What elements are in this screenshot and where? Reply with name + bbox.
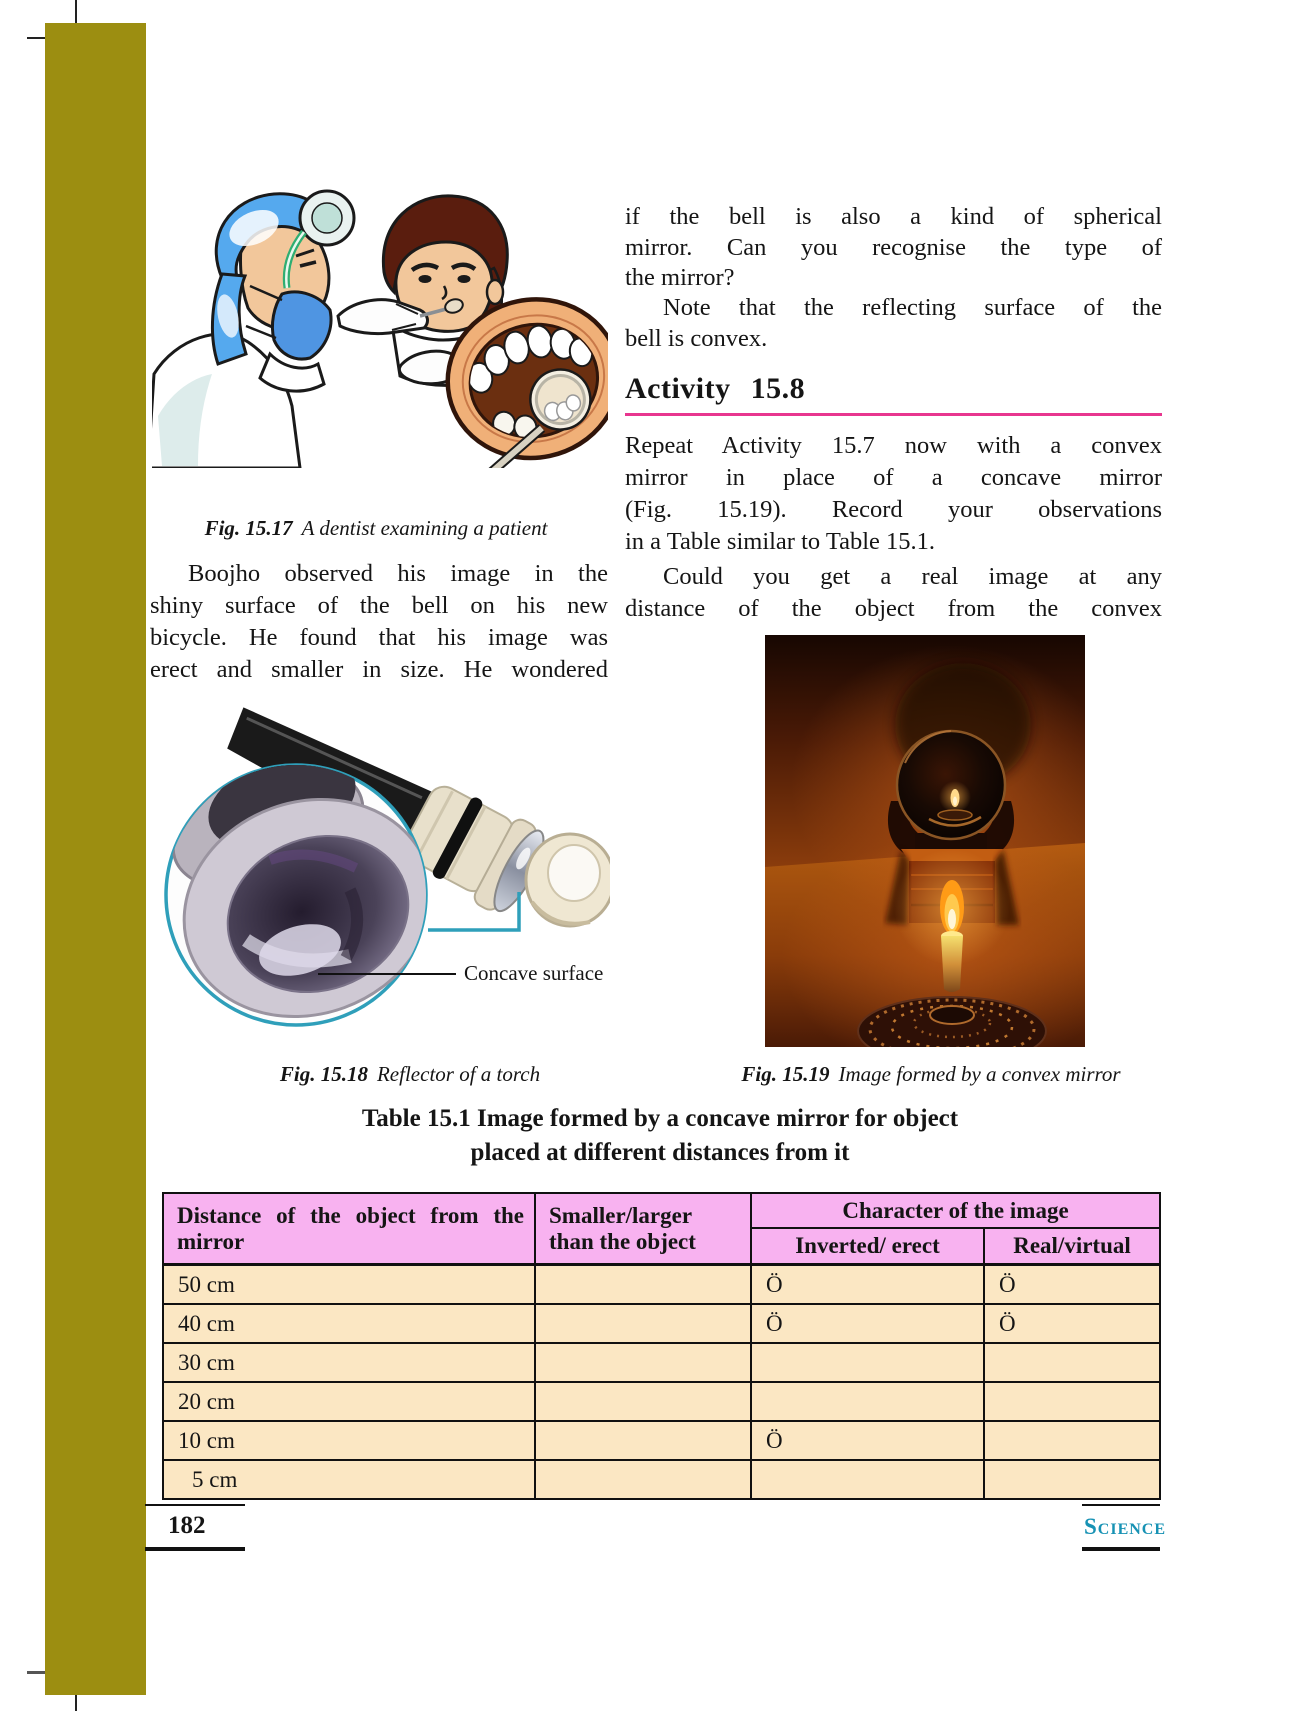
brand-rule-top [1082, 1504, 1160, 1506]
cell-distance: 20 cm [163, 1382, 535, 1421]
header-character: Character of the image [751, 1193, 1160, 1228]
text-line: Note that the reflecting surface of the [663, 294, 1162, 321]
fig-15-18-text: Reflector of a torch [376, 1062, 541, 1086]
paragraph-repeat-activity [625, 430, 1162, 558]
text-line: bicycle. He found that his image was [150, 624, 608, 651]
text-line: distance of the object from the convex [625, 595, 1162, 622]
cell-distance: 10 cm [163, 1421, 535, 1460]
cell-smaller [535, 1304, 751, 1343]
fig-15-17-label: Fig. 15.17 [204, 516, 293, 540]
table-row [163, 1382, 1160, 1421]
torch-reflector-figure [150, 640, 610, 1060]
cell-distance: 40 cm [163, 1304, 535, 1343]
cell-real: Ö [984, 1265, 1160, 1305]
sidebar-olive-band [45, 23, 146, 1695]
cell-smaller [535, 1382, 751, 1421]
torch-ring [526, 834, 610, 926]
activity-heading: Activity 15.8 [625, 372, 806, 405]
text-line: Repeat Activity 15.7 now with a convex [625, 432, 1162, 459]
text-line: mirror in place of a concave mirror [625, 464, 1162, 491]
paragraph-note-convex [625, 293, 1162, 354]
cell-inverted [751, 1343, 984, 1382]
text-line: (Fig. 15.19). Record your observations [625, 496, 1162, 523]
page-number-rule-top [145, 1504, 245, 1506]
cell-inverted: Ö [751, 1421, 984, 1460]
cell-real [984, 1343, 1160, 1382]
fig-15-17-caption [150, 516, 602, 541]
fig-15-19-caption [700, 1062, 1162, 1087]
table-row [163, 1460, 1160, 1499]
header-distance: Distance of the object from the mirror [163, 1193, 535, 1265]
cell-distance: 50 cm [163, 1265, 535, 1305]
header-inverted-erect: Inverted/ erect [751, 1228, 984, 1265]
text-line: the mirror? [625, 264, 735, 291]
page-number: 182 [168, 1512, 206, 1539]
text-line: if the bell is also a kind of spherical [625, 203, 1162, 230]
brand-rule-bottom [1082, 1547, 1160, 1551]
fig-15-18-caption [180, 1062, 640, 1087]
header-smaller-larger: Smaller/larger than the object [535, 1193, 751, 1265]
cell-smaller [535, 1421, 751, 1460]
cell-distance: 5 cm [163, 1460, 535, 1499]
fig-15-19-text: Image formed by a convex mirror [838, 1062, 1121, 1086]
cell-inverted: Ö [751, 1265, 984, 1305]
text-line: erect and smaller in size. He wondered [150, 656, 608, 683]
cell-smaller [535, 1265, 751, 1305]
cell-inverted [751, 1460, 984, 1499]
paragraph-bell-mirror [625, 202, 1162, 294]
page-number-rule-bottom [145, 1547, 245, 1551]
dentist-mask [272, 292, 331, 359]
cell-inverted [751, 1382, 984, 1421]
cell-smaller [535, 1343, 751, 1382]
dentist-illustration [152, 166, 608, 468]
table-title-line1: Table 15.1 Image formed by a concave mirror for object [361, 1105, 959, 1132]
table-title-line2: placed at different distances from it [470, 1139, 850, 1166]
text-line: mirror. Can you recognise the type of [625, 233, 1162, 261]
cell-inverted: Ö [751, 1304, 984, 1343]
table-row [163, 1265, 1160, 1305]
cell-real [984, 1460, 1160, 1499]
fig-15-18-label: Fig. 15.18 [279, 1062, 368, 1086]
table-row [163, 1421, 1160, 1460]
cell-real: Ö [984, 1304, 1160, 1343]
fig-15-17-text: A dentist examining a patient [301, 516, 548, 540]
table-row [163, 1343, 1160, 1382]
brand-science: Science [1084, 1514, 1167, 1539]
paragraph-could-you [625, 561, 1162, 625]
text-line: bell is convex. [625, 324, 768, 352]
text-line: shiny surface of the bell on his new [150, 592, 608, 619]
table-row [163, 1304, 1160, 1343]
cell-real [984, 1421, 1160, 1460]
header-real-virtual: Real/virtual [984, 1228, 1160, 1265]
text-line: Boojho observed his image in the [188, 560, 608, 587]
concave-surface-label: Concave surface [464, 961, 604, 985]
candle-body [941, 936, 963, 992]
cell-real [984, 1382, 1160, 1421]
text-line: Could you get a real image at any [663, 563, 1162, 590]
activity-underline [625, 413, 1162, 416]
fig-15-19-label: Fig. 15.19 [741, 1062, 830, 1086]
text-line: in a Table similar to Table 15.1. [625, 528, 936, 555]
cell-distance: 30 cm [163, 1343, 535, 1382]
convex-mirror-photo [765, 635, 1085, 1047]
cell-smaller [535, 1460, 751, 1499]
observation-table [162, 1192, 1161, 1500]
